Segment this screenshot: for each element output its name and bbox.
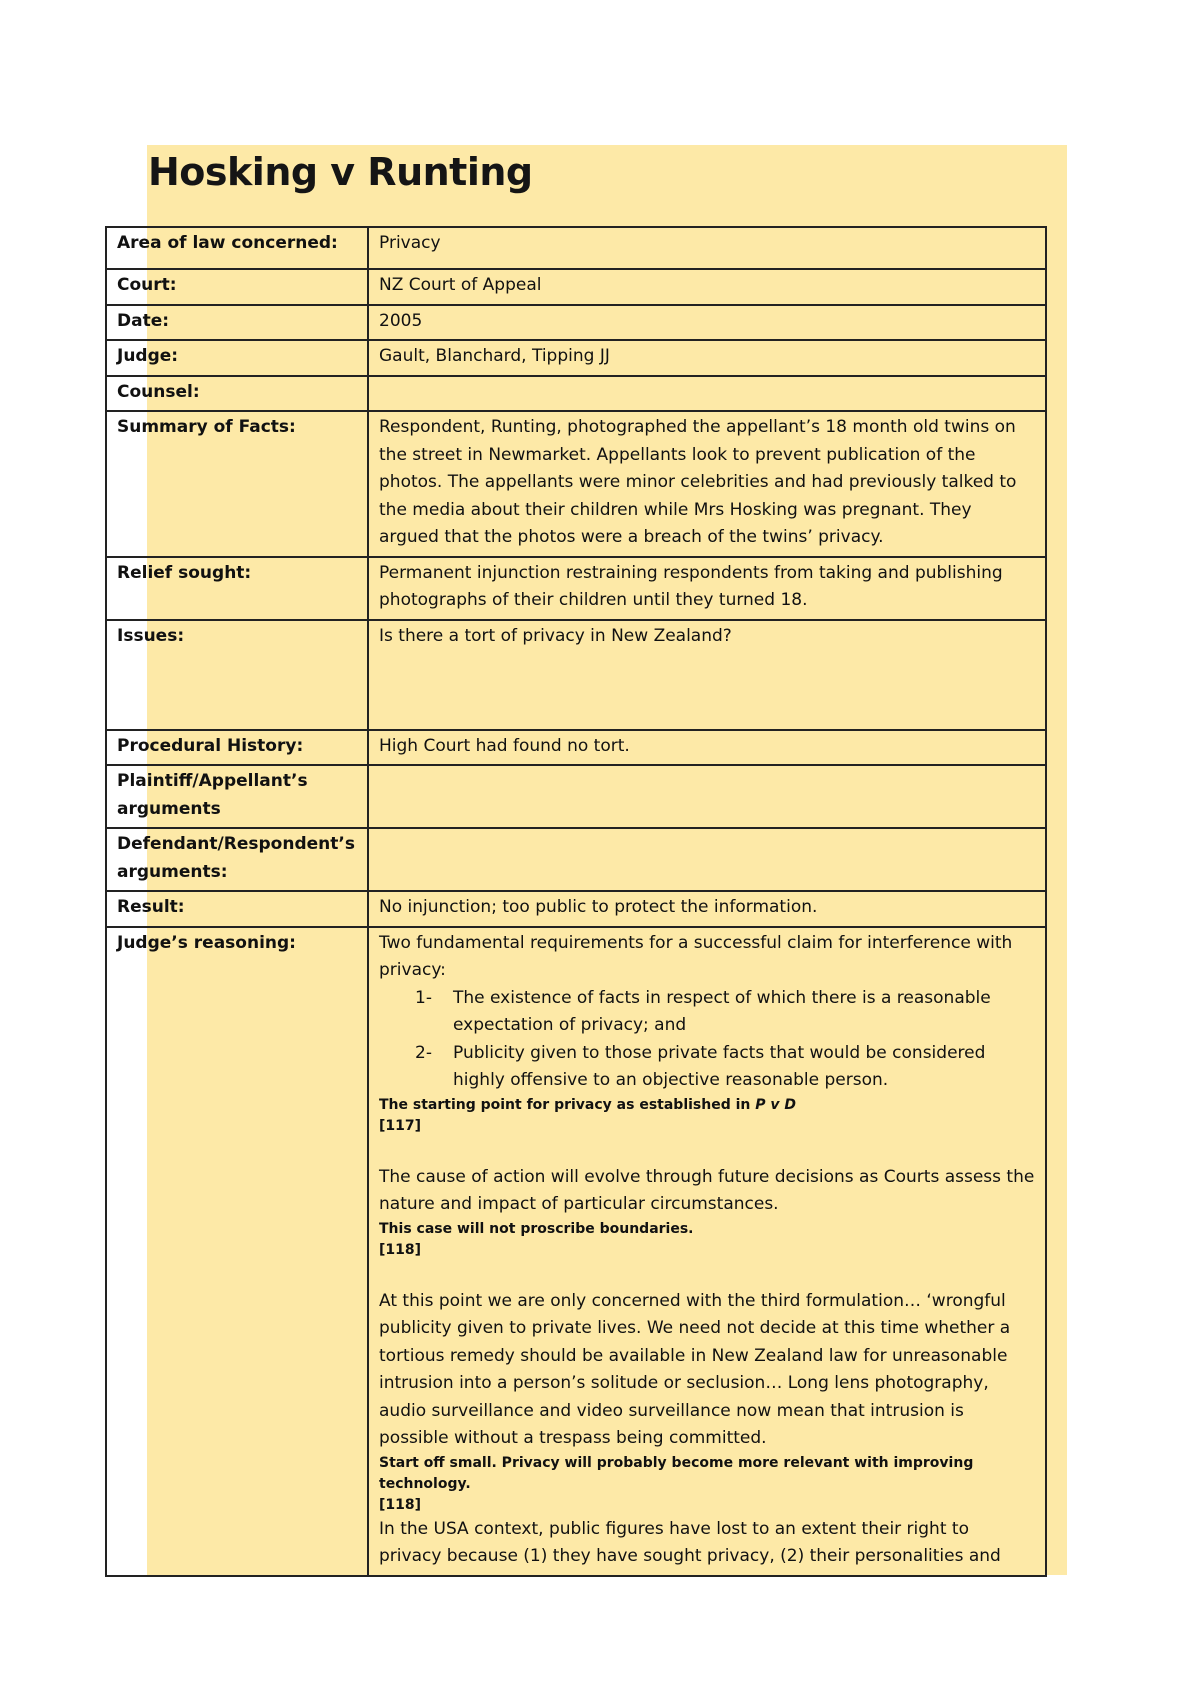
counsel-value — [368, 376, 1046, 412]
case-citation: P v D — [755, 1096, 797, 1113]
row-reasoning — [106, 927, 1046, 1576]
issues-value: Is there a tort of privacy in New Zealand? — [368, 620, 1046, 730]
date-value: 2005 — [368, 305, 1046, 341]
requirements-list — [379, 985, 1035, 1095]
reasoning-label: Judge’s reasoning: — [106, 927, 368, 1576]
list-item-number: 2- — [415, 1042, 432, 1063]
list-item-text: The existence of facts in respect of which there is a reasonable expectation of privacy; and — [453, 987, 991, 1035]
court-label: Court: — [106, 269, 368, 305]
list-item — [379, 985, 1035, 1040]
row-relief — [106, 557, 1046, 620]
page-title: Hosking v Runting — [148, 150, 533, 194]
area-label: Area of law concerned: — [106, 227, 368, 269]
facts-value: Respondent, Runting, photographed the appellant’s 18 month old twins on the street in Newmarket. Appellants look to prevent publication of the photos. The appellants were minor celebrities and had previously talked to the media about their children while Mrs Hosking was pregnant. They argued that the photos were a breach of the twins’ privacy. — [368, 411, 1046, 557]
area-value: Privacy — [368, 227, 1046, 269]
reasoning-value — [368, 927, 1046, 1576]
counsel-label: Counsel: — [106, 376, 368, 412]
relief-label: Relief sought: — [106, 557, 368, 620]
row-date — [106, 305, 1046, 341]
paragraph-reference: [117] — [379, 1117, 422, 1134]
plaintiff-value — [368, 765, 1046, 828]
facts-label: Summary of Facts: — [106, 411, 368, 557]
row-issues — [106, 620, 1046, 730]
paragraph-reference: [118] — [379, 1241, 422, 1258]
defendant-value — [368, 828, 1046, 891]
reasoning-paragraph-4: In the USA context, public figures have lost to an extent their right to privacy because (1) they have sought privacy, (2) their personalities and — [379, 1518, 1001, 1566]
spacer — [379, 1261, 1035, 1288]
result-label: Result: — [106, 891, 368, 927]
row-judge — [106, 340, 1046, 376]
row-plaintiff — [106, 765, 1046, 828]
reasoning-paragraph-3: At this point we are only concerned with the third formulation… ‘wrongful publicity given to private lives. We need not decide at this time whether a tortious remedy should be available in New Zealand law for unreasonable intrusion into a person’s solitude or seclusion… Long lens photography, audio surveillance and video surveillance now mean that intrusion is possible without a trespass being committed. — [379, 1290, 1011, 1448]
reasoning-intro: Two fundamental requirements for a successful claim for interference with privacy: — [379, 932, 1013, 980]
court-value: NZ Court of Appeal — [368, 269, 1046, 305]
row-area — [106, 227, 1046, 269]
note-boundaries: This case will not proscribe boundaries. — [379, 1220, 694, 1237]
list-item-number: 1- — [415, 987, 432, 1008]
list-item-text: Publicity given to those private facts that would be considered highly offensive to an objective reasonable person. — [453, 1042, 986, 1090]
defendant-label: Defendant/Respondent’s arguments: — [106, 828, 368, 891]
date-label: Date: — [106, 305, 368, 341]
note-technology: Start off small. Privacy will probably become more relevant with improving technology. — [379, 1454, 974, 1492]
row-history — [106, 730, 1046, 766]
note-text: The starting point for privacy as established in — [379, 1096, 756, 1113]
plaintiff-label: Plaintiff/Appellant’s arguments — [106, 765, 368, 828]
row-defendant — [106, 828, 1046, 891]
history-value: High Court had found no tort. — [368, 730, 1046, 766]
paragraph-reference: [118] — [379, 1496, 422, 1513]
list-item — [379, 1040, 1035, 1095]
row-facts — [106, 411, 1046, 557]
reasoning-paragraph-2: The cause of action will evolve through future decisions as Courts assess the nature and impact of particular circumstances. — [379, 1166, 1035, 1214]
result-value: No injunction; too public to protect the information. — [368, 891, 1046, 927]
spacer — [379, 1137, 1035, 1164]
case-brief-table — [105, 226, 1047, 1577]
row-result — [106, 891, 1046, 927]
history-label: Procedural History: — [106, 730, 368, 766]
relief-value: Permanent injunction restraining respondents from taking and publishing photographs of their children until they turned 18. — [368, 557, 1046, 620]
row-court — [106, 269, 1046, 305]
note-starting-point — [379, 1095, 1035, 1116]
issues-label: Issues: — [106, 620, 368, 730]
judge-label: Judge: — [106, 340, 368, 376]
judge-value: Gault, Blanchard, Tipping JJ — [368, 340, 1046, 376]
row-counsel — [106, 376, 1046, 412]
